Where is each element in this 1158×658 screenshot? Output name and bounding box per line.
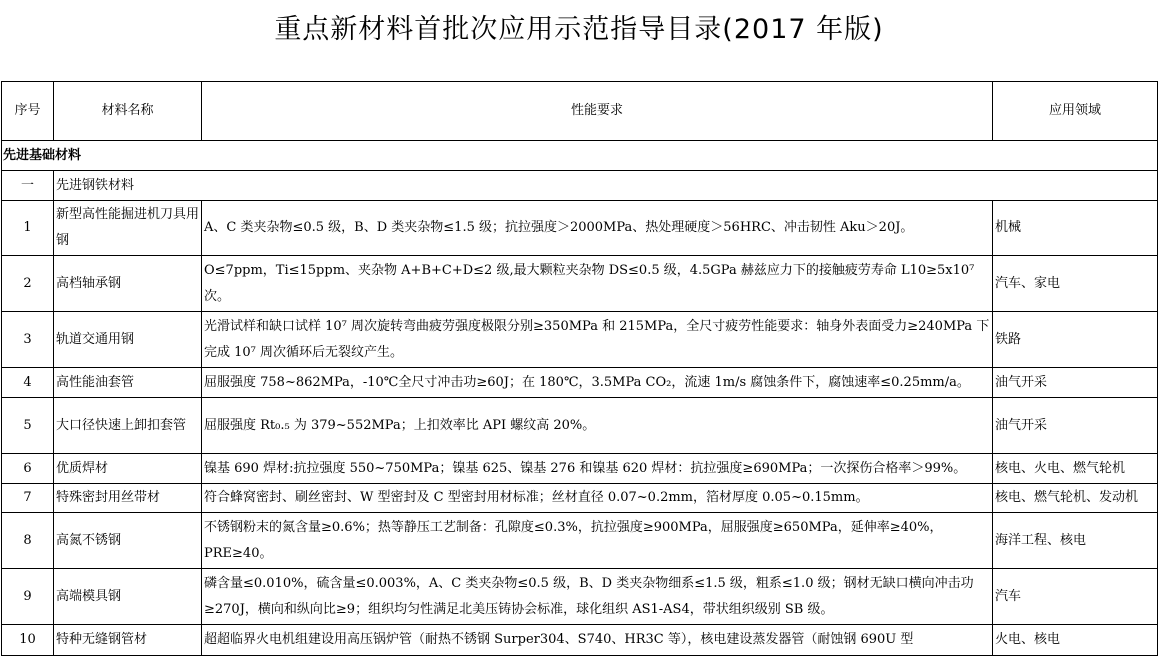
table-row bbox=[2, 201, 1158, 256]
row-performance: 屈服强度 758~862MPa，-10℃全尺寸冲击功≥60J；在 180℃，3.5MPa CO₂，流速 1m/s 腐蚀条件下，腐蚀速率≤0.25mm/a。 bbox=[202, 368, 993, 398]
row-material-name: 轨道交通用钢 bbox=[54, 312, 202, 368]
table-row bbox=[2, 569, 1158, 625]
header-performance: 性能要求 bbox=[202, 82, 993, 141]
table-header-row bbox=[2, 82, 1158, 141]
row-application-field: 核电、火电、燃气轮机 bbox=[993, 454, 1158, 484]
row-material-name: 优质焊材 bbox=[54, 454, 202, 484]
document-title: 重点新材料首批次应用示范指导目录(2017 年版) bbox=[274, 14, 884, 45]
row-index: 2 bbox=[2, 256, 54, 312]
row-material-name: 特种无缝钢管材 bbox=[54, 625, 202, 656]
row-application-field: 油气开采 bbox=[993, 398, 1158, 454]
row-application-field: 油气开采 bbox=[993, 368, 1158, 398]
row-application-field: 火电、核电 bbox=[993, 625, 1158, 656]
materials-catalog-table bbox=[1, 81, 1158, 656]
row-index: 5 bbox=[2, 398, 54, 454]
table-row bbox=[2, 454, 1158, 484]
row-index: 1 bbox=[2, 201, 54, 256]
row-performance: 符合蜂窝密封、刷丝密封、W 型密封及 C 型密封用材标准；丝材直径 0.07~0.2mm，箔材厚度 0.05~0.15mm。 bbox=[202, 484, 993, 513]
table-row bbox=[2, 625, 1158, 656]
row-index: 4 bbox=[2, 368, 54, 398]
row-index: 8 bbox=[2, 513, 54, 569]
row-application-field: 核电、燃气轮机、发动机 bbox=[993, 484, 1158, 513]
row-application-field: 海洋工程、核电 bbox=[993, 513, 1158, 569]
section-row bbox=[2, 141, 1158, 171]
row-performance: 屈服强度 Rt₀.₅ 为 379~552MPa；上扣效率比 API 螺纹高 20%。 bbox=[202, 398, 993, 454]
row-application-field: 汽车 bbox=[993, 569, 1158, 625]
row-performance: 光滑试样和缺口试样 10⁷ 周次旋转弯曲疲劳强度极限分别≥350MPa 和 215MPa，全尺寸疲劳性能要求：轴身外表面受力≥240MPa 下完成 10⁷ 周次循环后无裂纹产生。 bbox=[202, 312, 993, 368]
row-index: 10 bbox=[2, 625, 54, 656]
row-performance: 镍基 690 焊材:抗拉强度 550~750MPa；镍基 625、镍基 276 和镍基 620 焊材：抗拉强度≥690MPa；一次探伤合格率＞99%。 bbox=[202, 454, 993, 484]
table-row bbox=[2, 513, 1158, 569]
row-application-field: 汽车、家电 bbox=[993, 256, 1158, 312]
table-row bbox=[2, 368, 1158, 398]
section-title: 先进基础材料 bbox=[2, 141, 1158, 171]
row-material-name: 高端模具钢 bbox=[54, 569, 202, 625]
row-performance: 不锈钢粉末的氮含量≥0.6%；热等静压工艺制备：孔隙度≤0.3%，抗拉强度≥900MPa，屈服强度≥650MPa，延伸率≥40%，PRE≥40。 bbox=[202, 513, 993, 569]
header-material-name: 材料名称 bbox=[54, 82, 202, 141]
header-application-field: 应用领域 bbox=[993, 82, 1158, 141]
row-application-field: 铁路 bbox=[993, 312, 1158, 368]
subsection-row bbox=[2, 171, 1158, 201]
row-index: 9 bbox=[2, 569, 54, 625]
row-index: 3 bbox=[2, 312, 54, 368]
table-row bbox=[2, 256, 1158, 312]
row-material-name: 新型高性能掘进机刀具用钢 bbox=[54, 201, 202, 256]
row-index: 6 bbox=[2, 454, 54, 484]
table-row bbox=[2, 484, 1158, 513]
row-performance: 磷含量≤0.010%，硫含量≤0.003%，A、C 类夹杂物≤0.5 级，B、D 类夹杂物细系≤1.5 级，粗系≤1.0 级；钢材无缺口横向冲击功≥270J，横向和纵向比≥9；组织均匀性满足北美压铸协会标准，球化组织 AS1-AS4，带状组织级别 SB 级。 bbox=[202, 569, 993, 625]
subsection-index: 一 bbox=[2, 171, 54, 201]
table-row bbox=[2, 398, 1158, 454]
row-material-name: 高氮不锈钢 bbox=[54, 513, 202, 569]
row-performance: A、C 类夹杂物≤0.5 级，B、D 类夹杂物≤1.5 级；抗拉强度＞2000MPa、热处理硬度＞56HRC、冲击韧性 Aku＞20J。 bbox=[202, 201, 993, 256]
row-material-name: 高性能油套管 bbox=[54, 368, 202, 398]
row-material-name: 高档轴承钢 bbox=[54, 256, 202, 312]
row-performance: O≤7ppm，Ti≤15ppm、夹杂物 A+B+C+D≤2 级,最大颗粒夹杂物 DS≤0.5 级，4.5GPa 赫兹应力下的接触疲劳寿命 L10≥5x10⁷ 次。 bbox=[202, 256, 993, 312]
row-performance: 超超临界火电机组建设用高压锅炉管（耐热不锈钢 Surper304、S740、HR3C 等），核电建设蒸发器管（耐蚀钢 690U 型 bbox=[202, 625, 993, 656]
row-material-name: 特殊密封用丝带材 bbox=[54, 484, 202, 513]
header-index: 序号 bbox=[2, 82, 54, 141]
row-material-name: 大口径快速上卸扣套管 bbox=[54, 398, 202, 454]
subsection-title: 先进钢铁材料 bbox=[54, 171, 1158, 201]
row-application-field: 机械 bbox=[993, 201, 1158, 256]
table-row bbox=[2, 312, 1158, 368]
row-index: 7 bbox=[2, 484, 54, 513]
